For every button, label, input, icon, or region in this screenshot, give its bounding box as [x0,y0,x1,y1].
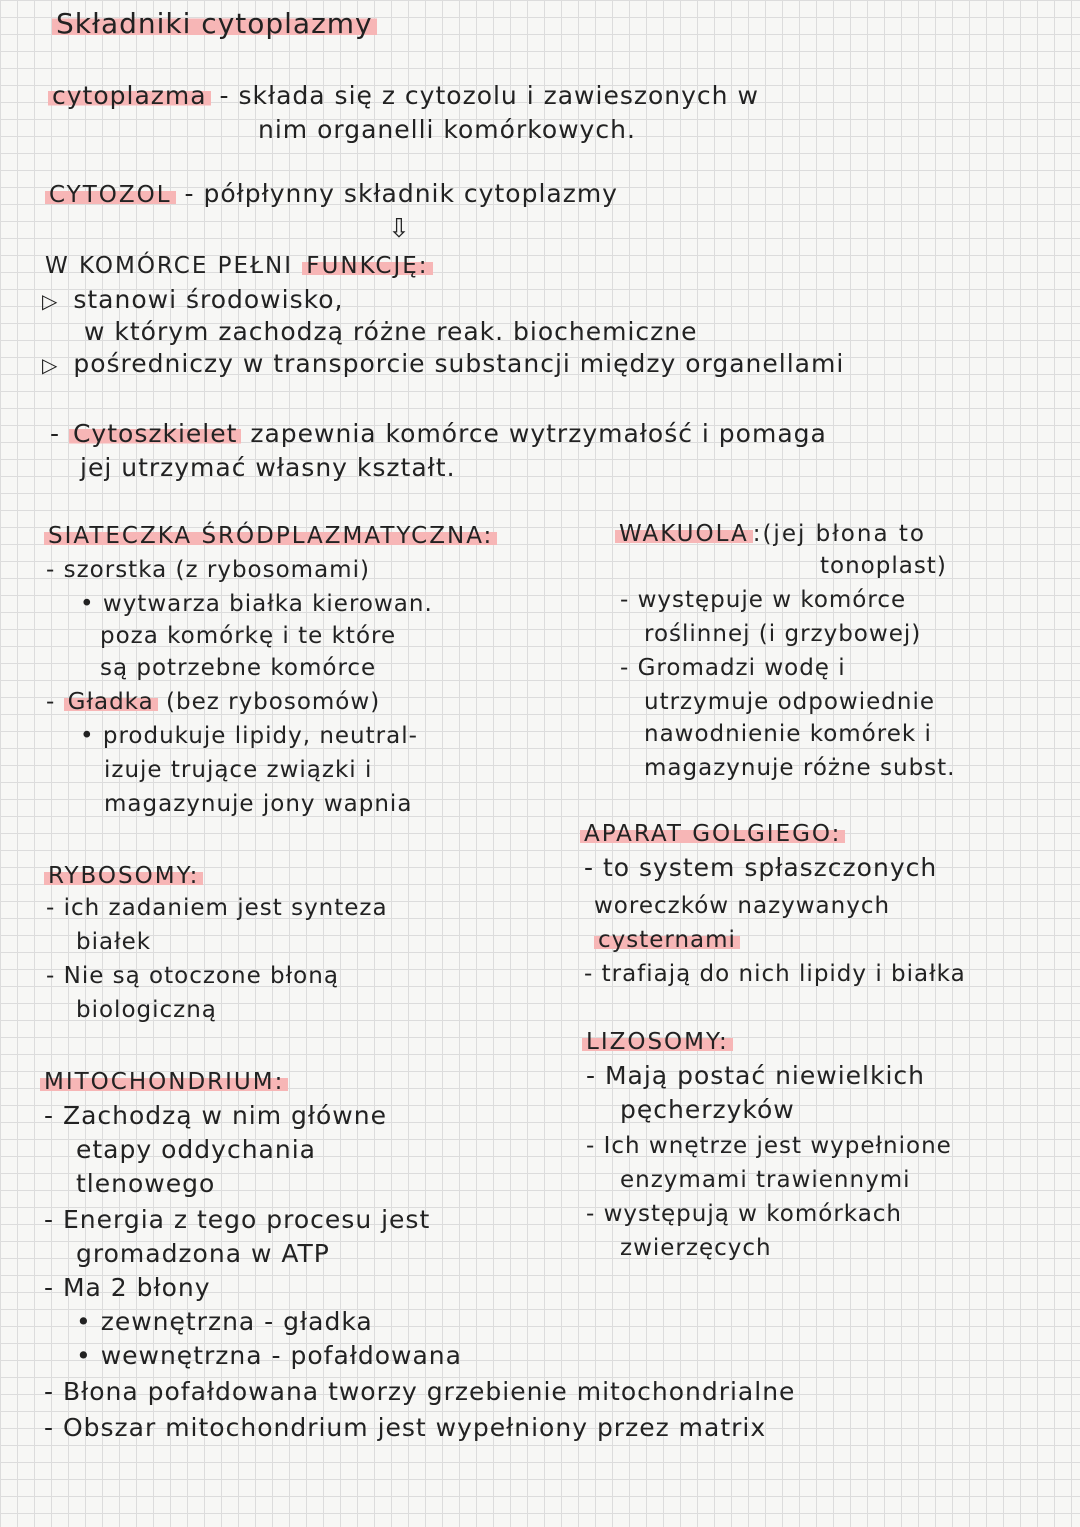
cytozol-definition: CYTOZOL - półpłynny składnik cytoplazmy [45,178,618,211]
mitochondrium-item-6: - Ma 2 błony [44,1273,211,1302]
function-item-2: ▷ pośredniczy w transporcie substancji między organellami [42,349,845,378]
siateczka-item-7: izuje trujące związki i [104,757,373,783]
rybosomy-heading: RYBOSOMY: [44,860,203,892]
mitochondrium-item-4: - Energia z tego procesu jest [44,1205,431,1234]
lizosomy-item-5: - występują w komórkach [586,1201,903,1227]
wakuola-item-5: nawodnienie komórek i [644,721,932,747]
triangle-bullet-icon: ▷ [42,353,59,377]
mitochondrium-item-8: • wewnętrzna - pofałdowana [76,1341,462,1370]
cytoplazma-term: cytoplazma [48,81,211,110]
mitochondrium-item-2: etapy oddychania [76,1135,316,1164]
cytoszkielet-term: Cytoszkielet [69,419,241,448]
siateczka-item-6: • produkuje lipidy, neutral- [80,723,418,749]
rybosomy-item-3: - Nie są otoczone błoną [46,963,339,989]
golgi-item-4: - trafiają do nich lipidy i białka [584,961,966,987]
rybosomy-item-2: białek [76,929,152,955]
lizosomy-item-1: - Mają postać niewielkich [586,1061,925,1090]
siateczka-item-8: magazynuje jony wapnia [104,791,413,817]
function-item-1: ▷ stanowi środowisko, [42,285,344,314]
wakuola-item-3: - Gromadzi wodę i [620,655,846,681]
siateczka-item-2: • wytwarza białka kierowan. [80,591,433,617]
wakuola-heading-cont: tonoplast) [820,553,947,579]
wakuola-heading: WAKUOLA :(jej błona to [615,518,926,550]
lizosomy-item-3: - Ich wnętrze jest wypełnione [586,1133,952,1159]
mitochondrium-heading: MITOCHONDRIUM: [40,1066,288,1098]
golgi-item-3: cysternami [594,924,740,956]
lizosomy-heading: LIZOSOMY: [582,1026,733,1058]
wakuola-item-6: magazynuje różne subst. [644,755,956,781]
cytoplazma-definition: cytoplazma - składa się z cytozolu i zawieszonych w [48,80,759,112]
siateczka-item-5: - Gładka (bez rybosomów) [46,689,381,715]
mitochondrium-item-5: gromadzona w ATP [76,1239,330,1268]
rybosomy-item-1: - ich zadaniem jest synteza [46,895,388,921]
mitochondrium-item-9: - Błona pofałdowana tworzy grzebienie mitochondrialne [44,1377,796,1406]
golgi-heading: APARAT GOLGIEGO: [580,818,845,850]
golgi-item-1: - to system spłaszczonych [584,853,938,882]
lizosomy-item-6: zwierzęcych [620,1235,772,1261]
cytozol-term: CYTOZOL [45,182,176,208]
cytoplazma-definition-line2: nim organelli komórkowych. [258,115,636,144]
lizosomy-item-2: pęcherzyków [620,1095,795,1124]
mitochondrium-item-7: • zewnętrzna - gładka [76,1307,373,1336]
wakuola-item-4: utrzymuje odpowiednie [644,689,935,715]
function-item-1-cont: w którym zachodzą różne reak. biochemiczne [84,317,698,346]
siateczka-item-3: poza komórkę i te które [100,623,397,649]
mitochondrium-item-1: - Zachodzą w nim główne [44,1101,387,1130]
golgi-item-2: woreczków nazywanych [594,893,891,919]
wakuola-item-2: roślinnej (i grzybowej) [644,621,922,647]
cytoszkielet-line2: jej utrzymać własny kształt. [80,453,456,482]
rybosomy-item-4: biologiczną [76,997,217,1023]
siateczka-heading: SIATECZKA ŚRÓDPLAZMATYCZNA: [44,520,497,552]
siateczka-item-1: - szorstka (z rybosomami) [46,557,370,583]
functions-heading: W KOMÓRCE PEŁNI FUNKCJĘ: [45,250,433,282]
siateczka-item-4: są potrzebne komórce [100,655,377,681]
cytoszkielet-definition: - Cytoszkielet zapewnia komórce wytrzymałość i pomaga [50,419,827,448]
triangle-bullet-icon: ▷ [42,289,59,313]
wakuola-item-1: - występuje w komórce [620,587,907,613]
mitochondrium-item-10: - Obszar mitochondrium jest wypełniony przez matrix [44,1413,767,1442]
page-title: Składniki cytoplazmy [52,8,377,40]
lizosomy-item-4: enzymami trawiennymi [620,1167,911,1193]
down-arrow-icon: ⇩ [388,214,410,244]
mitochondrium-item-3: tlenowego [76,1169,216,1198]
